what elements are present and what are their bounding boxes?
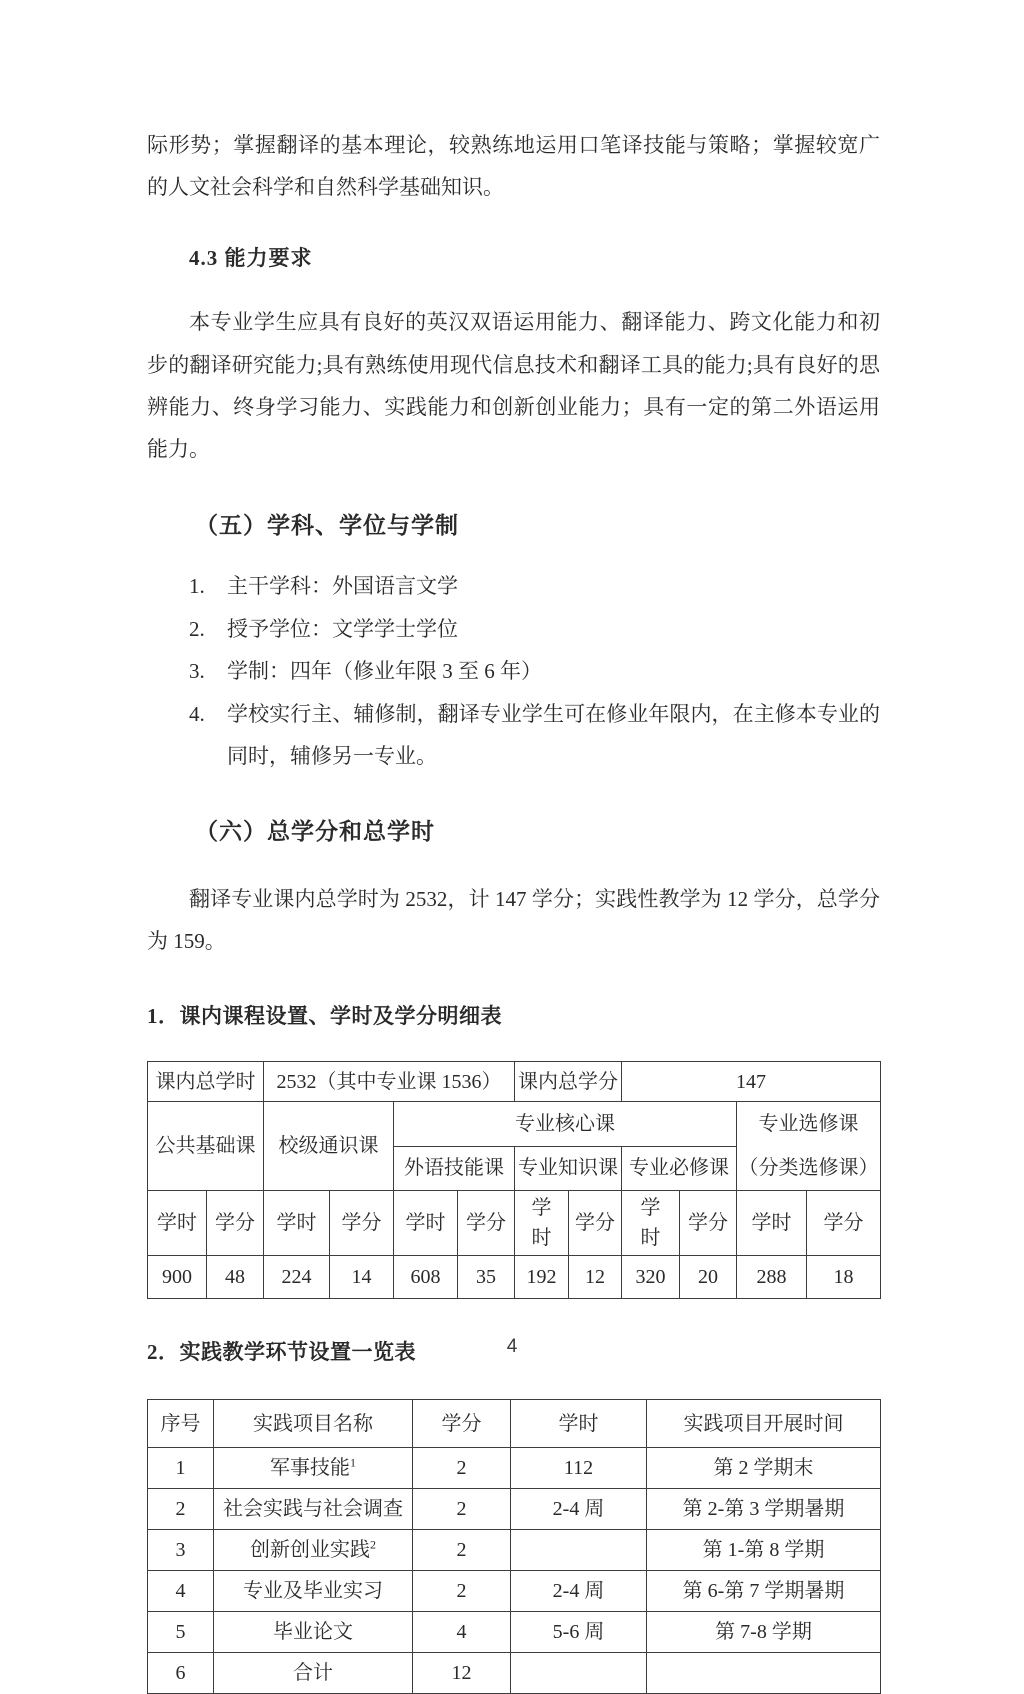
row-credits-cell: 4 [413,1612,511,1653]
table-row-graduation-internship [148,1571,881,1612]
table-header-row [148,1400,881,1448]
row-name-cell: 社会实践与社会调查 [214,1489,413,1530]
paragraph-total-credits-summary: 翻译专业课内总学时为 2532，计 147 学分；实践性教学为 12 学分，总学分为 159。 [147,886,880,954]
unit-hours-cell: 学时 [515,1191,569,1256]
row-name-cell: 合计 [214,1653,413,1694]
list-text: 主干学科：外国语言文学 [227,574,458,599]
list-item-minor-system [189,693,880,778]
unit-hours-cell: 学时 [737,1191,807,1256]
row-no-cell: 2 [148,1489,214,1530]
row-no-cell: 1 [148,1448,214,1489]
subgroup-required-course-cell: 专业必修课 [622,1146,737,1191]
table-row-innovation-practice [148,1530,881,1571]
row-time-cell: 第 1-第 8 学期 [647,1530,881,1571]
table-row-total [148,1653,881,1694]
row-no-cell: 5 [148,1612,214,1653]
row-hours-cell: 5-6 周 [511,1612,647,1653]
heading-section-5-discipline-degree: （五）学科、学位与学制 [195,512,459,538]
row-name-cell: 军事技能$^1$ [214,1448,413,1489]
heading-section-6-total-credits: （六）总学分和总学时 [195,819,435,845]
unit-hours-cell: 学时 [264,1191,330,1256]
total-hours-value-cell: 2532（其中专业课 1536） [264,1062,515,1102]
practice-teaching-table [147,1399,881,1694]
row-hours-cell: 2-4 周 [511,1571,647,1612]
row-time-cell: 第 2-第 3 学期暑期 [647,1489,881,1530]
row-name-cell: 毕业论文 [214,1612,413,1653]
list-item-study-duration [189,650,880,692]
group-core-course-cell: 专业核心课 [394,1102,737,1147]
unit-credits-cell: 学分 [330,1191,394,1256]
unit-hours-cell: 学时 [394,1191,458,1256]
list-text: 学校实行主、辅修制，翻译专业学生可在修业年限内，在主修本专业的同时，辅修另一专业。 [227,701,880,768]
footnote-marker: 1 [350,1455,356,1470]
value-cell: 18 [807,1256,881,1299]
value-cell: 12 [569,1256,622,1299]
subgroup-language-skills-cell: 外语技能课 [394,1146,515,1191]
row-no-cell: 6 [148,1653,214,1694]
row-credits-cell: 2 [413,1489,511,1530]
value-cell: 20 [680,1256,737,1299]
row-no-cell: 4 [148,1571,214,1612]
list-number: 2. [189,616,205,641]
unit-credits-cell: 学分 [807,1191,881,1256]
row-hours-cell [511,1653,647,1694]
list-item-major-discipline [189,565,880,607]
document-content [147,0,880,1694]
table-row-values [148,1256,881,1299]
value-cell: 320 [622,1256,680,1299]
unit-hours-cell: 学时 [622,1191,680,1256]
list-number: 4. [189,701,205,726]
row-credits-cell: 2 [413,1571,511,1612]
row-name-cell: 专业及毕业实习 [214,1571,413,1612]
row-credits-cell: 2 [413,1448,511,1489]
total-hours-label-cell: 课内总学时 [148,1062,264,1102]
row-name-cell: 创新创业实践$^2$ [214,1530,413,1571]
row-hours-cell [511,1530,647,1571]
discipline-degree-list [147,565,880,777]
row-hours-cell: 112 [511,1448,647,1489]
row-hours-cell: 2-4 周 [511,1489,647,1530]
footnote-marker: 2 [370,1537,376,1552]
header-hours-cell: 学时 [511,1400,647,1448]
row-time-cell: 第 6-第 7 学期暑期 [647,1571,881,1612]
subgroup-professional-knowledge-cell: 专业知识课 [515,1146,622,1191]
list-text: 授予学位：文学学士学位 [227,616,458,641]
value-cell: 14 [330,1256,394,1299]
paragraph-ability-requirements: 本专业学生应具有良好的英汉双语运用能力、翻译能力、跨文化能力和初步的翻译研究能力;具有熟练使用现代信息技术和翻译工具的能力;具有良好的思辨能力、终身学习能力、实践能力和创新创业能力；具有一定的第二外语运用能力。 [147,310,880,462]
list-item-degree-awarded [189,608,880,650]
page-number: 4 [506,1336,518,1357]
header-no-cell: 序号 [148,1400,214,1448]
heading-table-2: 2．实践教学环节设置一览表 [147,1340,416,1364]
value-cell: 288 [737,1256,807,1299]
course-hours-credits-table [147,1061,881,1299]
list-number: 1. [189,574,205,599]
header-time-cell: 实践项目开展时间 [647,1400,881,1448]
value-cell: 608 [394,1256,458,1299]
header-credits-cell: 学分 [413,1400,511,1448]
elective-cell-wrap [737,1102,880,1190]
row-no-cell: 3 [148,1530,214,1571]
group-elective-course-cell [737,1102,881,1191]
row-time-cell: 第 2 学期末 [647,1448,881,1489]
heading-table-1: 1．课内课程设置、学时及学分明细表 [147,1003,502,1028]
value-cell: 900 [148,1256,207,1299]
table-row-military-training [148,1448,881,1489]
value-cell: 48 [207,1256,264,1299]
table-row-unit-labels [148,1191,881,1256]
table-row-totals [148,1062,881,1102]
unit-hours-cell: 学时 [148,1191,207,1256]
list-text: 学制：四年（修业年限 3 至 6 年） [227,659,542,684]
table-row-course-groups [148,1102,881,1147]
total-credits-value-cell: 147 [622,1062,881,1102]
row-credits-cell: 2 [413,1530,511,1571]
unit-credits-cell: 学分 [680,1191,737,1256]
header-project-name-cell: 实践项目名称 [214,1400,413,1448]
group-public-basic-cell: 公共基础课 [148,1102,264,1191]
unit-credits-cell: 学分 [207,1191,264,1256]
unit-credits-cell: 学分 [569,1191,622,1256]
value-cell: 35 [458,1256,515,1299]
heading-ability-requirements: 4.3 能力要求 [189,245,313,270]
unit-credits-cell: 学分 [458,1191,515,1256]
table-row-graduation-thesis [148,1612,881,1653]
table-row-social-practice [148,1489,881,1530]
list-number: 3. [189,659,205,684]
total-credits-label-cell: 课内总学分 [515,1062,622,1102]
row-time-cell [647,1653,881,1694]
row-credits-cell: 12 [413,1653,511,1694]
elective-line-1: 专业选修课 [758,1113,859,1135]
value-cell: 192 [515,1256,569,1299]
elective-line-2: （分类选修课） [738,1157,879,1179]
value-cell: 224 [264,1256,330,1299]
group-general-education-cell: 校级通识课 [264,1102,394,1191]
row-time-cell: 第 7-8 学期 [647,1612,881,1653]
paragraph-knowledge-continuation: 际形势；掌握翻译的基本理论，较熟练地运用口笔译技能与策略；掌握较宽广的人文社会科学和自然科学基础知识。 [147,133,880,200]
